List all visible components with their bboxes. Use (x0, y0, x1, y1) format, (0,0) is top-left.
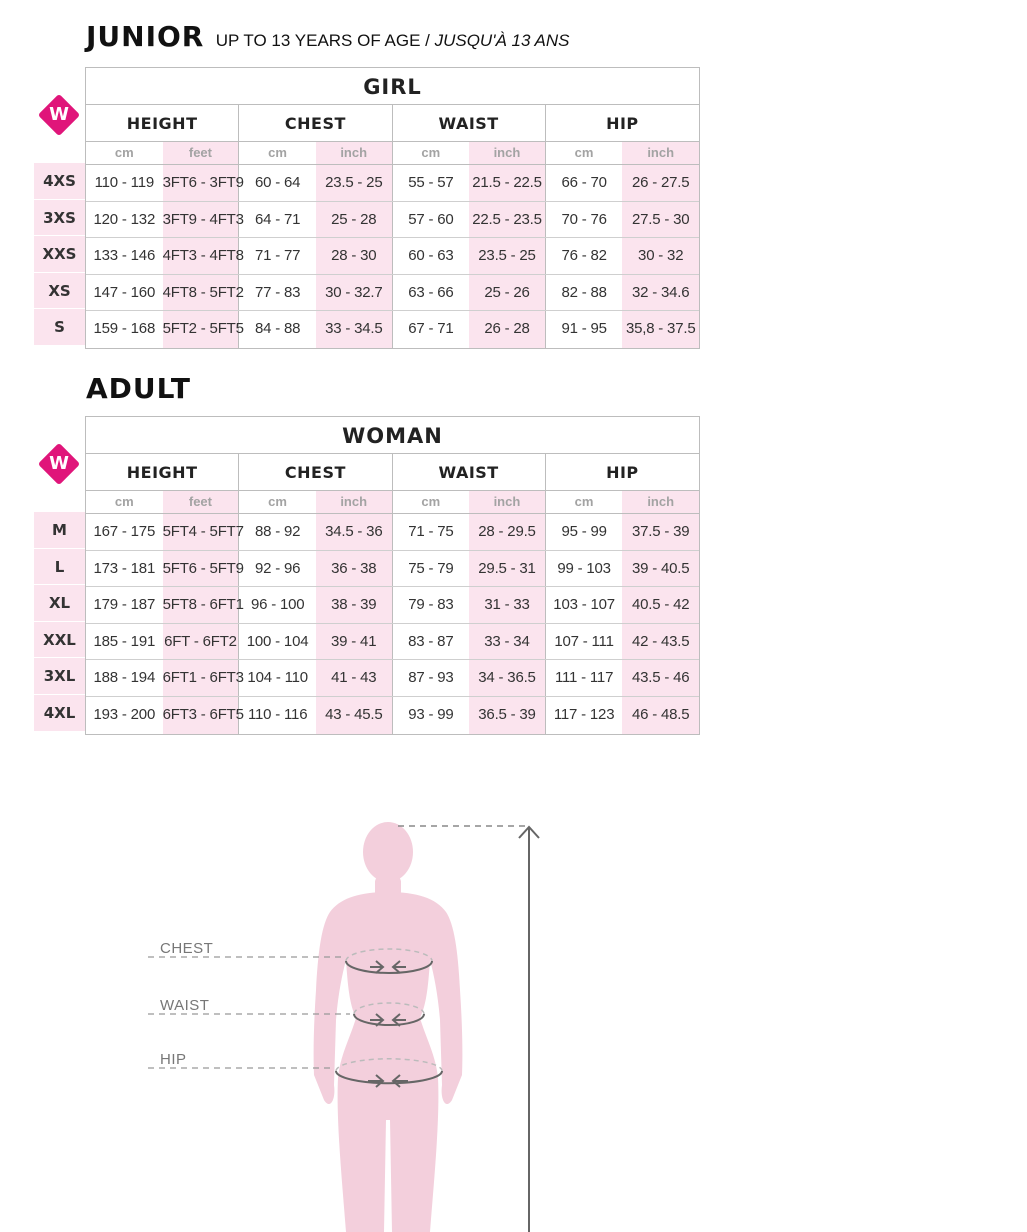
unit-label: cm (114, 145, 134, 160)
table-cell: 41 - 43 (316, 660, 393, 696)
unit-header-row (86, 491, 699, 514)
hip-label: HIP (160, 1051, 187, 1068)
table-cell: 83 - 87 (408, 632, 454, 650)
size-label: XXL (34, 622, 85, 659)
table-cell: 120 - 132 (93, 210, 156, 228)
junior-subtitle-fr: JUSQU'À 13 ANS (434, 31, 570, 50)
table-cell: 6FT3 - 6FT5 (163, 697, 240, 734)
category-chest: CHEST (239, 454, 392, 490)
table-row (86, 587, 699, 624)
unit-label: inch (469, 491, 546, 513)
table-cell: 91 - 95 (561, 320, 607, 338)
table-cell: 60 - 64 (255, 174, 301, 191)
table-cell: 88 - 92 (255, 523, 301, 540)
table-cell: 43.5 - 46 (622, 660, 699, 696)
unit-header-row (86, 142, 699, 165)
table-cell: 25 - 26 (469, 275, 546, 311)
table-cell: 39 - 41 (316, 624, 393, 660)
adult-heading (86, 372, 191, 405)
table-cell: 28 - 29.5 (469, 514, 546, 550)
table-cell: 103 - 107 (553, 596, 615, 614)
waist-label: WAIST (160, 997, 210, 1014)
table-cell: 75 - 79 (408, 559, 454, 577)
table-cell: 67 - 71 (408, 320, 454, 338)
table-cell: 37.5 - 39 (622, 514, 699, 550)
table-cell: 82 - 88 (561, 283, 607, 301)
table-cell: 26 - 27.5 (622, 165, 699, 201)
table-cell: 6FT - 6FT2 (163, 624, 240, 660)
table-cell: 87 - 93 (408, 669, 454, 687)
unit-label: cm (268, 145, 287, 160)
table-cell: 66 - 70 (561, 174, 607, 191)
table-cell: 26 - 28 (469, 311, 546, 348)
category-header-row (86, 105, 699, 142)
table-cell: 34.5 - 36 (316, 514, 393, 550)
unit-label: cm (574, 145, 594, 160)
table-cell: 147 - 160 (93, 283, 156, 301)
table-cell: 95 - 99 (561, 523, 607, 540)
table-cell: 92 - 96 (255, 559, 301, 577)
table-cell: 38 - 39 (316, 587, 393, 623)
unit-label: cm (574, 494, 594, 509)
size-label: S (34, 309, 85, 346)
table-cell: 60 - 63 (408, 247, 454, 265)
woman-silhouette-icon (314, 822, 463, 1232)
size-label: 4XL (34, 695, 85, 732)
table-cell: 57 - 60 (408, 210, 454, 228)
table-cell: 99 - 103 (557, 559, 611, 577)
table-cell: 110 - 116 (247, 705, 308, 723)
table-cell: 104 - 110 (247, 669, 308, 687)
table-cell: 5FT6 - 5FT9 (163, 551, 240, 587)
table-cell: 133 - 146 (93, 247, 156, 265)
table-cell: 159 - 168 (93, 320, 156, 338)
table-cell: 29.5 - 31 (469, 551, 546, 587)
table-cell: 93 - 99 (408, 705, 454, 723)
table-cell: 5FT4 - 5FT7 (163, 514, 240, 550)
unit-label: feet (163, 491, 240, 513)
junior-size-table (85, 67, 700, 349)
table-cell: 70 - 76 (561, 210, 607, 228)
table-cell: 5FT8 - 6FT1 (163, 587, 240, 623)
table-cell: 64 - 71 (255, 210, 301, 228)
table-row (86, 697, 699, 734)
table-cell: 6FT1 - 6FT3 (163, 660, 240, 696)
size-label: M (34, 512, 85, 549)
table-cell: 25 - 28 (316, 202, 393, 238)
table-cell: 28 - 30 (316, 238, 393, 274)
table-body (86, 165, 699, 348)
table-cell: 188 - 194 (93, 669, 156, 687)
table-cell: 43 - 45.5 (316, 697, 393, 734)
table-cell: 3FT6 - 3FT9 (163, 165, 240, 201)
table-row (86, 514, 699, 551)
table-cell: 167 - 175 (93, 523, 156, 540)
unit-label: inch (622, 142, 699, 164)
table-cell: 3FT9 - 4FT3 (163, 202, 240, 238)
table-cell: 33 - 34 (469, 624, 546, 660)
chest-label: CHEST (160, 940, 214, 957)
category-hip: HIP (606, 114, 639, 133)
category-height: HEIGHT (86, 105, 239, 141)
table-cell: 5FT2 - 5FT5 (163, 311, 240, 348)
size-label: XXS (34, 236, 85, 273)
unit-label: cm (268, 494, 287, 509)
body-measurement-diagram (0, 800, 1027, 1232)
table-cell: 30 - 32 (622, 238, 699, 274)
table-cell: 4FT3 - 4FT8 (163, 238, 240, 274)
table-cell: 21.5 - 22.5 (469, 165, 546, 201)
table-cell: 42 - 43.5 (622, 624, 699, 660)
table-cell: 79 - 83 (408, 596, 454, 614)
woman-header: WOMAN (86, 417, 699, 454)
table-cell: 63 - 66 (408, 283, 454, 301)
table-cell: 46 - 48.5 (622, 697, 699, 734)
size-label: 3XL (34, 658, 85, 695)
table-cell: 71 - 77 (255, 247, 301, 265)
category-height: HEIGHT (86, 454, 239, 490)
table-row (86, 238, 699, 275)
size-label: 3XS (34, 200, 85, 237)
table-cell: 117 - 123 (553, 705, 615, 723)
table-cell: 71 - 75 (408, 523, 454, 540)
size-label: 4XS (34, 163, 85, 200)
table-cell: 193 - 200 (93, 705, 156, 723)
table-cell: 179 - 187 (93, 596, 156, 614)
junior-subtitle (211, 31, 570, 50)
unit-label: feet (163, 142, 240, 164)
table-cell: 185 - 191 (93, 632, 156, 650)
junior-subtitle-en: UP TO 13 YEARS OF AGE / (215, 31, 430, 50)
table-row (86, 202, 699, 239)
unit-label: inch (316, 142, 393, 164)
adult-title: ADULT (86, 372, 191, 405)
table-cell: 77 - 83 (255, 283, 301, 301)
table-row (86, 275, 699, 312)
unit-label: cm (114, 494, 134, 509)
table-cell: 96 - 100 (250, 596, 305, 614)
size-label: XS (34, 273, 85, 310)
table-row (86, 165, 699, 202)
table-cell: 76 - 82 (561, 247, 607, 265)
category-chest: CHEST (239, 105, 392, 141)
table-row (86, 311, 699, 348)
table-cell: 100 - 104 (246, 632, 309, 650)
table-cell: 110 - 119 (94, 174, 154, 191)
table-cell: 22.5 - 23.5 (469, 202, 546, 238)
table-row (86, 624, 699, 661)
table-cell: 55 - 57 (408, 174, 454, 191)
table-cell: 84 - 88 (255, 320, 301, 338)
table-row (86, 551, 699, 588)
girl-header: GIRL (86, 68, 699, 105)
table-cell: 107 - 111 (554, 632, 614, 650)
table-row (86, 660, 699, 697)
table-cell: 33 - 34.5 (316, 311, 393, 348)
table-cell: 30 - 32.7 (316, 275, 393, 311)
table-cell: 27.5 - 30 (622, 202, 699, 238)
table-body (86, 514, 699, 734)
table-cell: 39 - 40.5 (622, 551, 699, 587)
category-waist: WAIST (393, 454, 546, 490)
unit-label: inch (316, 491, 393, 513)
table-cell: 32 - 34.6 (622, 275, 699, 311)
table-cell: 35,8 - 37.5 (622, 311, 699, 348)
unit-label: inch (622, 491, 699, 513)
table-cell: 4FT8 - 5FT2 (163, 275, 240, 311)
women-badge-letter: W (49, 453, 69, 474)
table-cell: 23.5 - 25 (316, 165, 393, 201)
junior-size-labels (34, 163, 85, 346)
table-cell: 31 - 33 (469, 587, 546, 623)
table-cell: 111 - 117 (554, 669, 614, 687)
table-cell: 34 - 36.5 (469, 660, 546, 696)
junior-title: JUNIOR (86, 20, 205, 53)
unit-label: cm (421, 494, 441, 509)
adult-size-labels (34, 512, 85, 732)
table-cell: 36 - 38 (316, 551, 393, 587)
category-hip: HIP (606, 463, 639, 482)
unit-label: cm (421, 145, 441, 160)
women-badge-letter: W (49, 104, 69, 125)
table-cell: 36.5 - 39 (469, 697, 546, 734)
junior-heading (86, 20, 569, 53)
table-cell: 173 - 181 (93, 559, 156, 577)
adult-size-table (85, 416, 700, 735)
category-header-row (86, 454, 699, 491)
table-cell: 23.5 - 25 (469, 238, 546, 274)
unit-label: inch (469, 142, 546, 164)
size-label: XL (34, 585, 85, 622)
size-label: L (34, 549, 85, 586)
table-cell: 40.5 - 42 (622, 587, 699, 623)
category-waist: WAIST (393, 105, 546, 141)
